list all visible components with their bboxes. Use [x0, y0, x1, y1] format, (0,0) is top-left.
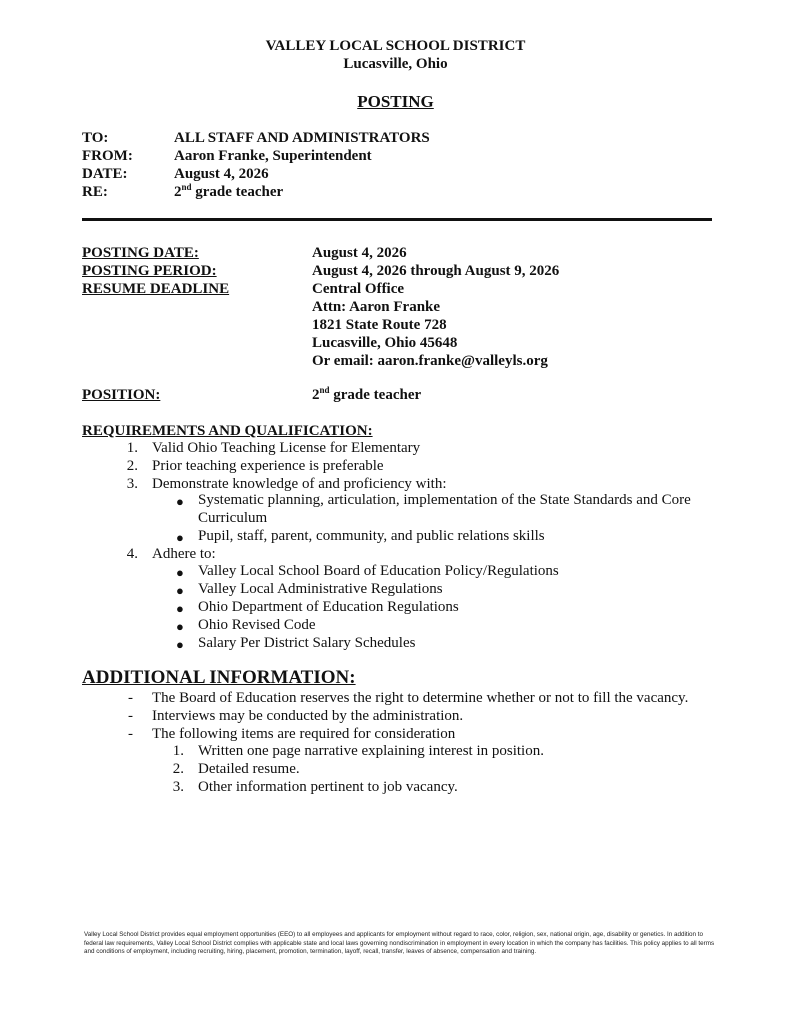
memo-re-label: RE: [82, 184, 108, 200]
requirement-subitem: Ohio Revised Code [198, 617, 316, 633]
address-line: Lucasville, Ohio 45648 [312, 335, 458, 351]
district-city: Lucasville, Ohio [343, 56, 448, 72]
bullet-icon: ● [176, 637, 184, 652]
memo-to-value: ALL STAFF AND ADMINISTRATORS [174, 130, 430, 146]
memo-re-value: 2nd grade teacher [174, 182, 284, 200]
memo-from-value: Aaron Franke, Superintendent [174, 148, 372, 164]
requirement-item: Valid Ohio Teaching License for Elementary [152, 440, 421, 456]
list-number: 3. [126, 476, 138, 492]
address-line: 1821 State Route 728 [312, 317, 447, 333]
bullet-icon: ● [176, 565, 184, 580]
address-line: Attn: Aaron Franke [312, 299, 441, 315]
list-number: 1. [172, 743, 184, 759]
requirement-item: Prior teaching experience is preferable [152, 458, 384, 474]
posting-date-label: POSTING DATE: [82, 245, 199, 261]
resume-deadline-label: RESUME DEADLINE [82, 281, 230, 297]
memo-from-label: FROM: [82, 148, 133, 164]
requirement-subitem: Valley Local School Board of Education Policy/Regulations [198, 563, 559, 579]
memo-date-value: August 4, 2026 [174, 166, 269, 182]
posting-period-label: POSTING PERIOD: [82, 263, 217, 279]
dash-marker: - [128, 726, 133, 742]
requirement-subitem: Ohio Department of Education Regulations [198, 599, 459, 615]
district-name: VALLEY LOCAL SCHOOL DISTRICT [265, 38, 526, 54]
list-number: 2. [126, 458, 138, 474]
requirement-item: Demonstrate knowledge of and proficiency with: [152, 476, 447, 492]
additional-subitem: Detailed resume. [198, 761, 300, 777]
list-number: 3. [172, 779, 184, 795]
requirement-subitem: Systematic planning, articulation, implementation of the State Standards and Core [198, 492, 691, 508]
requirement-subitem: Valley Local Administrative Regulations [198, 581, 443, 597]
list-number: 4. [126, 546, 138, 562]
additional-item: Interviews may be conducted by the administration. [152, 708, 464, 724]
bullet-icon: ● [176, 601, 184, 616]
address-line: Central Office [312, 281, 405, 297]
list-number: 2. [172, 761, 184, 777]
posting-date-value: August 4, 2026 [312, 245, 407, 261]
header-divider [82, 218, 712, 221]
eeo-statement: Valley Local School District provides equal employment opportunities (EEO) to all employees and applicants for employment without regard to race, color, religion, sex, national origin, age, disability or genetics. In addition to federal law requirements, Valley Local School District complies with applicable state and local laws governing nondiscrimination in employment in every location in which the company has facilities. This policy applies to all terms and conditions of employment, including recruiting, hiring, placement, promotion, termination, layoff, recall, transfer, leaves of absence, compensation and training. [84, 931, 715, 956]
requirement-subitem: Pupil, staff, parent, community, and public relations skills [198, 528, 545, 544]
bullet-icon: ● [176, 530, 184, 545]
contact-email: Or email: aaron.franke@valleyls.org [312, 353, 548, 369]
additional-subitem: Written one page narrative explaining interest in position. [198, 743, 544, 759]
additional-item: The following items are required for consideration [152, 726, 456, 742]
bullet-icon: ● [176, 619, 184, 634]
additional-item: The Board of Education reserves the right to determine whether or not to fill the vacancy. [152, 690, 689, 706]
position-label: POSITION: [82, 387, 161, 403]
additional-info-heading: ADDITIONAL INFORMATION: [82, 667, 356, 688]
dash-marker: - [128, 690, 133, 706]
requirement-item: Adhere to: [152, 546, 216, 562]
additional-subitem: Other information pertinent to job vacancy. [198, 779, 458, 795]
requirements-heading: REQUIREMENTS AND QUALIFICATION: [82, 423, 373, 439]
memo-date-label: DATE: [82, 166, 128, 182]
requirement-subitem: Curriculum [198, 510, 268, 526]
document-title: POSTING [357, 92, 434, 111]
posting-period-value: August 4, 2026 through August 9, 2026 [312, 263, 560, 279]
bullet-icon: ● [176, 583, 184, 598]
dash-marker: - [128, 708, 133, 724]
memo-to-label: TO: [82, 130, 109, 146]
requirement-subitem: Salary Per District Salary Schedules [198, 635, 416, 651]
bullet-icon: ● [176, 494, 184, 509]
position-value: 2nd grade teacher [312, 385, 422, 403]
list-number: 1. [126, 440, 138, 456]
